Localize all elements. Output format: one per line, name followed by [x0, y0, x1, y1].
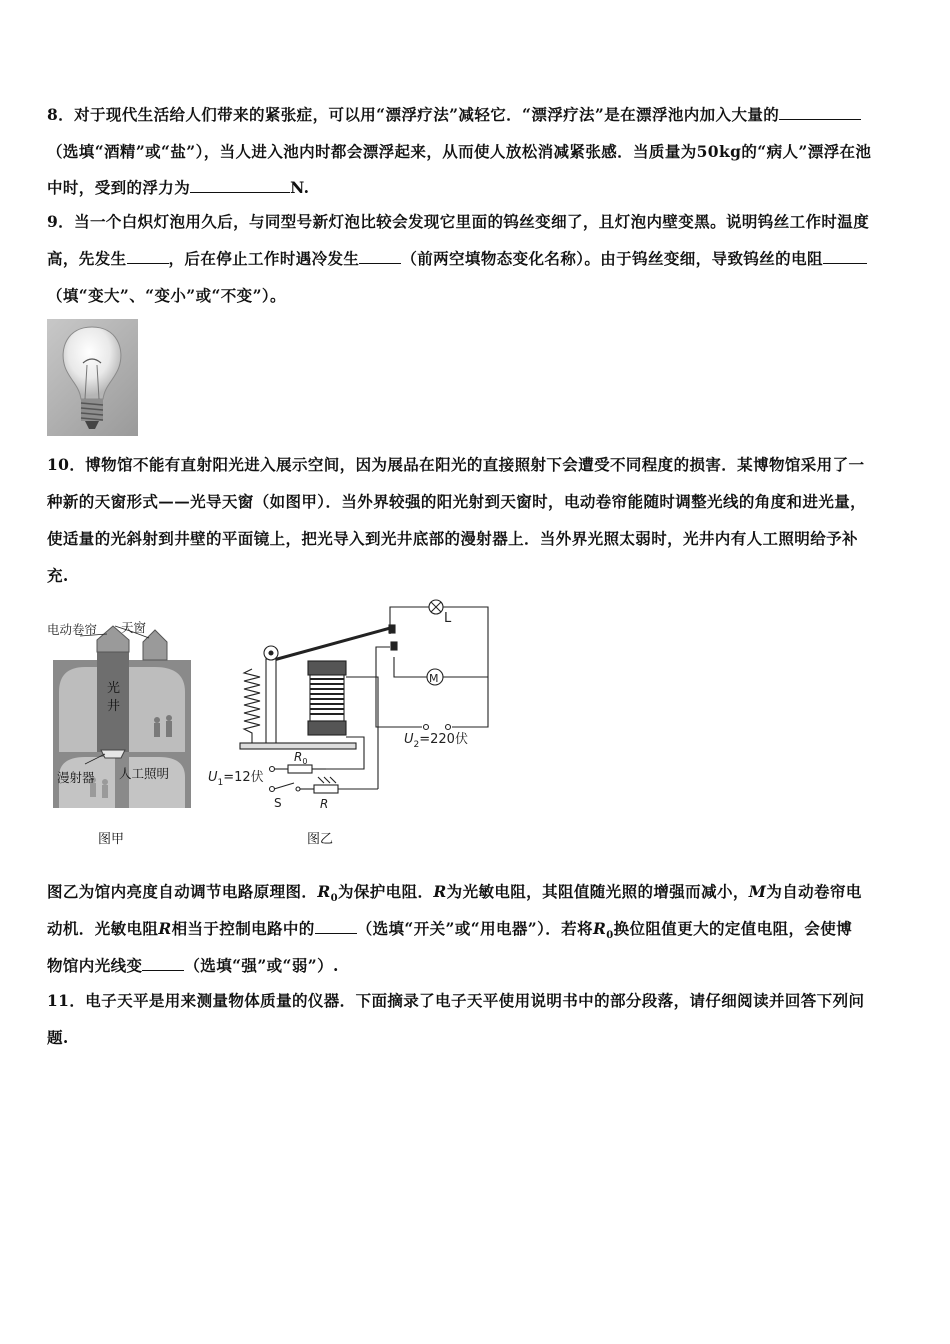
q9-text-2b: ，后在停止工作时遇冷发生: [168, 249, 360, 268]
q9-line-2: [47, 249, 867, 269]
q8-line-1: [47, 105, 861, 125]
label-well-2: 井: [107, 699, 121, 714]
q10b-text-1h: 为自动卷帘电: [766, 882, 862, 901]
q11-line-1: 11．电子天平是用来测量物体质量的仪器．下面摘录了电子天平使用说明书中的部分段落，请仔细阅读并回答下列问: [47, 991, 865, 1010]
figure-yi: [200, 597, 500, 819]
label-U2: U: [404, 732, 414, 747]
q8-text-3b: N.: [290, 178, 310, 197]
q10b-var-r: R: [433, 882, 447, 901]
figure-jia: [45, 612, 200, 812]
q8-blank-2[interactable]: [190, 178, 290, 193]
q10b-text-1f: 为光敏电阻，其阻值随光照的增强而减小，: [446, 882, 749, 901]
q10-line-4: 充.: [47, 566, 69, 585]
label-skylight: 天窗: [121, 620, 147, 635]
label-U1-val: =12伏: [223, 770, 264, 785]
q9-blank-1[interactable]: [127, 249, 169, 264]
label-R: R: [320, 797, 329, 811]
q9-blank-2[interactable]: [359, 249, 401, 264]
q8-text-3a: 中时，受到的浮力为: [47, 178, 191, 197]
svg-text:U2=220伏: [404, 732, 468, 750]
q10b-line-3: [47, 956, 339, 976]
label-U1-sub: 1: [217, 778, 224, 788]
q8-text-1: 8．对于现代生活给人们带来的紧张症，可以用“漂浮疗法”减轻它．“漂浮疗法”是在漂浮池内加入大量的: [47, 105, 780, 124]
bulb-icon: [47, 319, 138, 436]
svg-text:U1=12伏: [208, 770, 264, 788]
label-well-1: 光: [107, 681, 121, 696]
q10b-var-r-2: R: [158, 919, 172, 938]
q9-line-1: 9．当一个白炽灯泡用久后，与同型号新灯泡比较会发现它里面的钨丝变细了，且灯泡内壁变黑。说明钨丝工作时温度: [47, 212, 870, 231]
label-diffuser: 漫射器: [57, 770, 95, 785]
q9-line-3: （填“变大”、“变小”或“不变”）。: [47, 286, 286, 305]
q10b-var-r0-2: R: [592, 919, 607, 938]
q10b-text-2d: （选填“开关”或“用电器”）．若将: [356, 919, 593, 938]
q10b-text-2c: 相当于控制电路中的: [171, 919, 315, 938]
q8-blank-1[interactable]: [779, 105, 861, 120]
q10b-text-1a: 图乙为馆内亮度自动调节电路原理图．: [47, 882, 318, 901]
label-U2-sub: 2: [413, 740, 420, 750]
label-U2-val: =220伏: [419, 732, 468, 747]
label-R0: R: [294, 750, 303, 764]
q10b-blank-1[interactable]: [315, 919, 357, 934]
q10b-text-3a: 物馆内光线变: [47, 956, 143, 975]
label-lighting: 人工照明: [119, 766, 170, 781]
q10b-text-3b: （选填“强”或“弱”）.: [184, 956, 339, 975]
label-M: M: [429, 672, 439, 685]
light-bulb-image: [47, 319, 138, 436]
q10-line-2: 种新的天窗形式——光导天窗（如图甲）．当外界较强的阳光射到天窗时，电动卷帘能随时调整光线的角度和进光量，: [47, 492, 867, 511]
label-R0-sub: 0: [302, 757, 308, 766]
q10b-var-r0: R: [317, 882, 331, 901]
q10b-var-m: M: [748, 882, 767, 901]
q9-text-2a: 高，先发生: [47, 249, 127, 268]
label-L: L: [444, 611, 452, 626]
q10b-line-2: [47, 919, 852, 946]
q9-blank-3[interactable]: [823, 249, 867, 264]
q8-line-3: [47, 178, 309, 198]
q10-line-1: 10．博物馆不能有直射阳光进入展示空间，因为展品在阳光的直接照射下会遭受不同程度的损害．某博物馆采用了一: [47, 455, 865, 474]
q10b-var-r0-2-sub: 0: [606, 930, 614, 942]
q10b-line-1: [47, 882, 862, 909]
q10b-text-2g: 换位阻值更大的定值电阻，会使博: [613, 919, 853, 938]
caption-yi: 图乙: [307, 832, 334, 847]
caption-jia: 图甲: [98, 832, 125, 847]
label-S: S: [274, 796, 282, 810]
svg-text:R0: [294, 750, 307, 766]
q11-line-2: 题.: [47, 1028, 69, 1047]
q8-line-2: （选填“酒精”或“盐”），当人进入池内时都会漂浮起来，从而使人放松消减紧张感．当质量为50kg的“病人”漂浮在池: [47, 142, 872, 161]
q10b-var-r0-sub: 0: [330, 893, 338, 905]
q10b-blank-2[interactable]: [142, 956, 184, 971]
q10b-text-2a: 动机．光敏电阻: [47, 919, 159, 938]
q10b-text-1d: 为保护电阻．: [337, 882, 434, 901]
label-curtain: 电动卷帘: [47, 622, 98, 637]
q9-text-2c: （前两空填物态变化名称）。由于钨丝变细，导致钨丝的电阻: [401, 249, 823, 268]
q10-line-3: 使适量的光斜射到井壁的平面镜上，把光导入到光井底部的漫射器上．当外界光照太弱时，光井内有人工照明给予补: [47, 529, 858, 548]
label-U1: U: [208, 770, 218, 785]
